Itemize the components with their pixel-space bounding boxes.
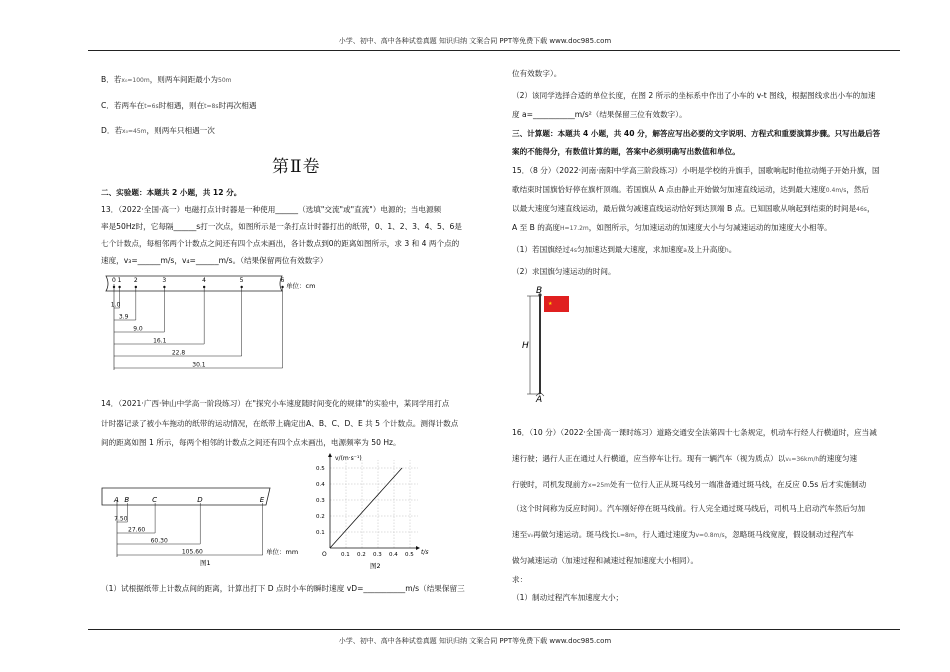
y-tick-0: 0.1 [316, 530, 325, 536]
q14-sub1: （1）试根据纸带上计数点间的距离，计算出打下 D 点时小车的瞬时速度 vD=___________m/s（结果保留三 [101, 584, 465, 593]
option-b: B．若x₀=100m，则两车间距最小为50m [101, 75, 232, 84]
tape1-point-0: 0 [112, 277, 116, 284]
graph-xlabel: t/s [421, 549, 429, 556]
tape2-point-A: A [114, 496, 119, 504]
q16-sub1: （1）制动过程汽车加速度大小； [512, 593, 624, 602]
q16-line6: 做匀减速运动（加速过程和减速过程加速度大小相同）。 [512, 556, 699, 565]
flag-star: ★ [548, 301, 553, 307]
page-header: 小学、初中、高中各种试卷真题 知识归纳 文案合同 PPT等免费下载 www.doc985.com [338, 37, 612, 45]
calc-heading-1: 三、计算题：本题共 4 小题，共 40 分，解答应写出必要的文字说明、方程式和重要演算步骤。只写出最后答 [512, 129, 881, 138]
tape1-point-3: 3 [162, 277, 167, 284]
tape2-caption: 图1 [200, 559, 211, 567]
y-tick-2: 0.3 [316, 498, 325, 504]
label-a: A [536, 395, 543, 404]
calc-heading-2: 案的不能得分，有数值计算的题，答案中必须明确写出数值和单位。 [512, 147, 740, 156]
tape1-point-2: 2 [133, 277, 138, 284]
tape2-point-D: D [197, 496, 203, 504]
tape1-dim-4: 22.8 [171, 349, 186, 357]
graph-caption: 图2 [370, 562, 381, 570]
tape2-dim-0: 7.50 [114, 515, 128, 523]
graph-ylabel: v/(m·s⁻¹) [335, 455, 362, 462]
vt-graph [312, 452, 442, 575]
y-tick-1: 0.2 [316, 514, 325, 520]
option-c: C．若两车在t=6s时相遇，则在t=8s时再次相遇 [101, 101, 257, 110]
x-tick-2: 0.3 [373, 552, 382, 558]
experiment-heading: 二、实验题：本题共 2 小题，共 12 分。 [101, 188, 242, 197]
paper-tape [106, 276, 282, 291]
q14-sub2-line1: （2）该同学选择合适的单位长度，在图 2 所示的坐标系中作出了小车的 v-t 图线，根据图线求出小车的加速 [512, 91, 876, 100]
q14-line2: 计时器记录了被小车拖动的纸带的运动情况，在纸带上确定出A、B、C、D、E 共 5 个计数点。测得计数点 [101, 419, 459, 428]
y-tick-3: 0.4 [316, 482, 325, 488]
q14-sub2-line2: 度 a=___________m/s²（结果保留三位有效数字）。 [512, 110, 687, 119]
q16-line5: 速至v₀再做匀速运动。斑马线长L=8m，行人通过速度为v=0.8m/s，忽略斑马线宽度，假设制动过程汽车 [512, 530, 854, 539]
tape2-unit: 单位：mm [266, 548, 299, 556]
tape1-dot-3 [163, 286, 165, 288]
tape1-dot-1 [118, 286, 120, 288]
q16-line1: 16．（10 分）（2022·全国·高一课时练习）道路交通安全法第四十七条规定，机动车行经人行横道时，应当减 [512, 428, 877, 437]
x-tick-1: 0.2 [357, 552, 366, 558]
tape2-dim-3: 105.60 [181, 548, 203, 556]
q13-line3: 七个计数点，每相邻两个计数点之间还有四个点未画出，各计数点到0的距离如图所示，求 3 和 4 两个点的 [101, 239, 460, 248]
tape1-unit: 单位：cm [286, 282, 316, 290]
cont-line: 位有效数字）。 [512, 69, 562, 78]
q16-line2: 速行驶；遇行人正在通过人行横道，应当停车让行。现有一辆汽车（视为质点）以v₀=36km/h的速度匀速 [512, 454, 858, 463]
q13-line1: 13．（2022·全国·高一）电磁打点计时器是一种使用______（选填"交流"或"直流"）电源的；当电源频 [101, 205, 442, 214]
q16-ask: 求： [512, 575, 528, 584]
tape1-point-5: 5 [239, 277, 244, 284]
x-tick-4: 0.5 [405, 552, 414, 558]
tape1-dot-6 [281, 286, 283, 288]
q13-line2: 率是50Hz时，它每隔______s打一次点，如图所示是一条打点计时器打出的纸带，0、1、2、3、4、5、6是 [101, 222, 462, 231]
tape1-dim-2: 9.0 [133, 325, 143, 333]
q15-sub2: （2）求国旗匀速运动的时间。 [512, 267, 616, 276]
y-axis-arrow [328, 453, 332, 457]
q15-line1: 15．（8 分）（2022·河南·南阳中学高三阶段练习）小明是学校的升旗手，国歌响起时他拉动绳子开始升旗，国 [512, 166, 880, 175]
tape1-dot-5 [240, 286, 242, 288]
footer-rule [88, 629, 900, 630]
x-axis-arrow [416, 546, 420, 550]
label-b: B [536, 286, 543, 296]
q15-sub1: （1）若国旗经过4s匀加速达到最大速度，求加速度a及上升高度h。 [512, 245, 737, 254]
q14-line1: 14．（2021·广西·钟山中学高一阶段练习）在"探究小车速度随时间变化的规律"的实验中，某同学用打点 [101, 399, 450, 408]
q16-line3: 行驶时，司机发现前方x=25m处有一位行人正从斑马线另一端准备通过斑马线，在反应 0.5s 后才实施制动 [512, 480, 867, 489]
x-tick-0: 0.1 [341, 552, 350, 558]
q15-line3: 以最大速度匀速直线运动，最后做匀减速直线运动恰好到达顶端 B 点。已知国歌从响起到结束的时间是46s， [512, 204, 875, 213]
tape1-dot-4 [203, 286, 205, 288]
header-rule [88, 50, 900, 51]
option-d: D．若x₀=45m，则两车只相遇一次 [101, 126, 215, 135]
tape1-point-4: 4 [202, 277, 206, 284]
x-tick-3: 0.4 [389, 552, 398, 558]
flagpole-figure [518, 282, 578, 404]
y-tick-4: 0.5 [316, 466, 325, 472]
tape-figure-2 [100, 483, 312, 569]
tape1-dim-3: 16.1 [153, 337, 167, 345]
tape1-dim-0: 1.0 [110, 301, 121, 309]
tape-figure-1 [100, 274, 340, 372]
page-footer: 小学、初中、高中各种试卷真题 知识归纳 文案合同 PPT等免费下载 www.doc985.com [338, 637, 612, 645]
tape2-point-B: B [124, 496, 130, 504]
label-h: H [522, 341, 529, 351]
section-title: 第Ⅱ卷 [272, 157, 321, 177]
tape1-point-1: 1 [117, 277, 122, 284]
q15-line2: 歌结束时国旗恰好停在旗杆顶端。若国旗从 A 点由静止开始做匀加速直线运动，达到最大速度0.4m/s，然后 [512, 185, 870, 194]
tape1-dim-1: 3.9 [118, 313, 129, 321]
q15-line4: A 至 B 的高度H=17.2m，如图所示，匀加速运动的加速度大小与匀减速运动的加速度大小相等。 [512, 223, 832, 232]
vt-line [330, 468, 402, 548]
tape2-dim-2: 60.30 [150, 537, 168, 545]
tape1-dim-5: 30.1 [192, 361, 206, 369]
tape2-point-C: C [152, 496, 157, 504]
tape2-point-E: E [259, 496, 265, 504]
graph-origin: O [322, 551, 327, 558]
q14-line3: 间的距离如图 1 所示，每两个相邻的计数点之间还有四个点未画出，电源频率为 50 Hz。 [101, 438, 401, 447]
q16-line4: （这个时间称为反应时间）。汽车刚好停在斑马线前。行人完全通过斑马线后，司机马上启动汽车然后匀加 [512, 504, 866, 513]
tape1-dot-2 [135, 286, 137, 288]
q13-line4: 速度，v₃=______m/s，v₄=______m/s。（结果保留两位有效数字） [101, 256, 328, 265]
tape2-dim-1: 27.60 [128, 526, 146, 534]
tape1-point-6: 6 [280, 277, 285, 284]
